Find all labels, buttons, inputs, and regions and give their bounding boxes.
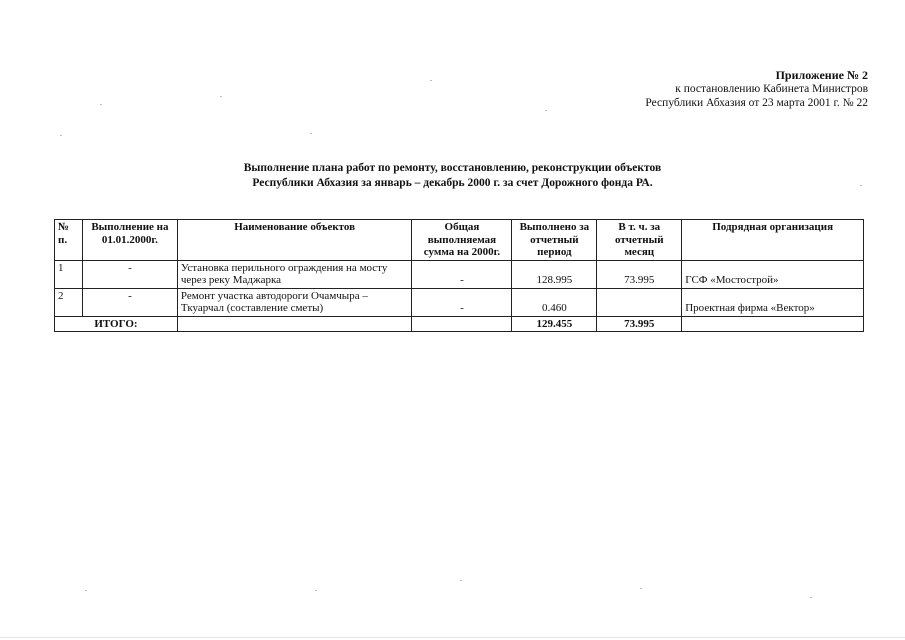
total-empty-name (177, 316, 412, 332)
cell-contractor: ГСФ «Мостострой» (682, 260, 864, 288)
cell-done-period: 0.460 (512, 288, 597, 316)
appendix-line-1: к постановлению Кабинета Министров (675, 83, 868, 95)
cell-object-name: Установка перильного ограждения на мосту через реку Маджарка (177, 260, 412, 288)
cell-done-before: - (82, 260, 177, 288)
table-row (55, 288, 864, 316)
appendix-line-2: Республики Абхазия от 23 марта 2001 г. № 22 (645, 97, 868, 109)
cell-done-period: 128.995 (512, 260, 597, 288)
header-object-name: Наименование объектов (177, 220, 412, 261)
cell-object-name: Ремонт участка автодороги Очамчыра – Ткуарчал (составление сметы) (177, 288, 412, 316)
header-done-month: В т. ч. за отчетный месяц (597, 220, 682, 261)
table-header-row (55, 220, 864, 261)
document-title (0, 161, 905, 191)
total-month: 73.995 (597, 316, 682, 332)
works-table (54, 219, 864, 332)
total-period: 129.455 (512, 316, 597, 332)
header-done-before: Выполнение на 01.01.2000г. (82, 220, 177, 261)
header-contractor: Подрядная организация (682, 220, 864, 261)
document-title-line-1: Выполнение плана работ по ремонту, восстановлению, реконструкции объектов (243, 162, 662, 174)
cell-number: 1 (55, 260, 83, 288)
total-empty-contractor (682, 316, 864, 332)
table-total-row (55, 316, 864, 332)
table-row (55, 260, 864, 288)
total-empty-sum (412, 316, 512, 332)
header-number: № п. (55, 220, 83, 261)
header-done-period: Выполнено за отчетный период (512, 220, 597, 261)
cell-done-month: 73.995 (597, 260, 682, 288)
cell-done-before: - (82, 288, 177, 316)
appendix-block (645, 68, 868, 110)
cell-total-sum: - (412, 288, 512, 316)
cell-contractor: Проектная фирма «Вектор» (682, 288, 864, 316)
document-title-line-2: Республики Абхазия за январь – декабрь 2000 г. за счет Дорожного фонда РА. (252, 177, 653, 189)
cell-done-month (597, 288, 682, 316)
scan-edge (0, 637, 905, 638)
header-total-sum: Общая выполняемая сумма на 2000г. (412, 220, 512, 261)
cell-total-sum: - (412, 260, 512, 288)
cell-number: 2 (55, 288, 83, 316)
appendix-title: Приложение № 2 (775, 68, 868, 82)
total-label: ИТОГО: (55, 316, 178, 332)
